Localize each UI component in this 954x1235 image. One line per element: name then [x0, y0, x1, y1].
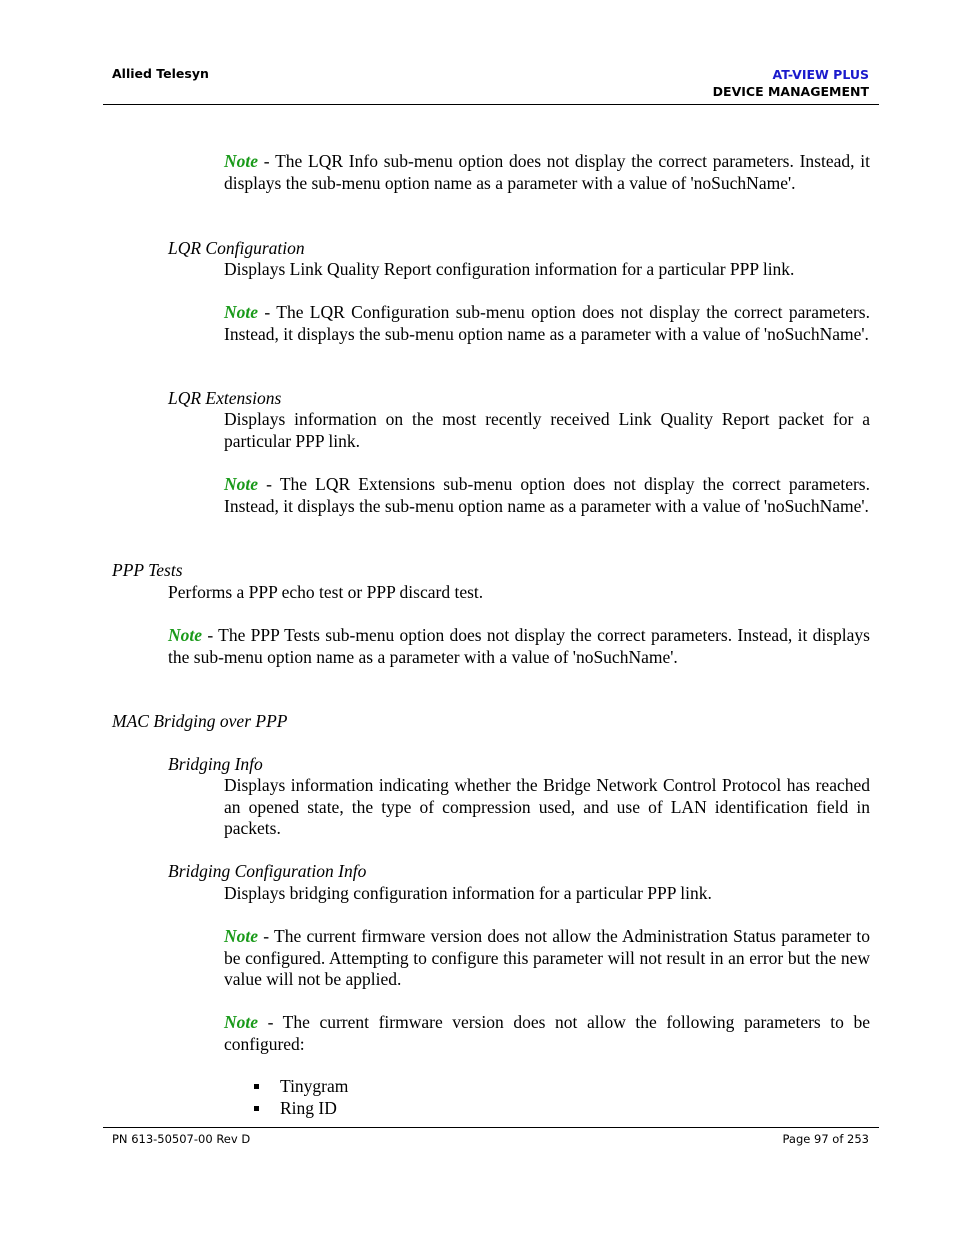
- header-product: AT-VIEW PLUS: [772, 67, 869, 82]
- lqr-config-desc: Displays Link Quality Report configuration information for a particular PPP link.: [224, 259, 795, 279]
- note-admin-status: Note - The current firmware version does not allow the Administration Status parameter to be configured. Attempting to configure this parameter will not result in an error but the new value will not be applied.: [224, 926, 870, 989]
- header-section: DEVICE MANAGEMENT: [712, 84, 869, 99]
- bridging-info-desc: Displays information indicating whether the Bridge Network Control Protocol has reached an opened state, the type of compression used, and use of LAN identification field in packets.: [224, 775, 870, 838]
- ppp-tests-heading: PPP Tests: [112, 560, 183, 580]
- note-lqr-ext: Note - The LQR Extensions sub-menu option does not display the correct parameters. Instead, it displays the sub-menu option name as a parameter with a value of 'noSuchName'.: [224, 474, 870, 516]
- header-right: [713, 66, 869, 100]
- bridging-info-heading: Bridging Info: [168, 754, 263, 774]
- lqr-config-heading: LQR Configuration: [168, 238, 305, 258]
- note-lqr-info: Note - The LQR Info sub-menu option does not display the correct parameters. Instead, it displays the sub-menu option name as a parameter with a value of 'noSuchName'.: [224, 151, 870, 193]
- parameter-list: [252, 1076, 348, 1120]
- note-ppp-tests: Note - The PPP Tests sub-menu option does not display the correct parameters. Instead, it displays the sub-menu option name as a parameter with a value of 'noSuchName'.: [168, 625, 870, 667]
- note-lqr-config: Note - The LQR Configuration sub-menu option does not display the correct parameters. Instead, it displays the sub-menu option name as a parameter with a value of 'noSuchName'.: [224, 302, 870, 344]
- note-label: Note: [224, 474, 259, 494]
- note-label: Note: [168, 625, 203, 645]
- note-label: Note: [224, 926, 259, 946]
- lqr-ext-desc: Displays information on the most recently received Link Quality Report packet for a particular PPP link.: [224, 409, 870, 451]
- header-rule: [103, 104, 879, 105]
- ppp-tests-desc: Performs a PPP echo test or PPP discard test.: [168, 582, 484, 602]
- note-label: Note: [224, 151, 259, 171]
- footer-rule: [103, 1127, 879, 1128]
- list-item: Tinygram: [252, 1076, 348, 1098]
- footer-page-number: Page 97 of 253: [782, 1132, 869, 1146]
- bullet-square-icon: [254, 1106, 259, 1111]
- note-label: Note: [224, 1012, 259, 1032]
- bullet-square-icon: [254, 1084, 259, 1089]
- bridging-config-desc: Displays bridging configuration information for a particular PPP link.: [224, 883, 712, 903]
- lqr-ext-heading: LQR Extensions: [168, 388, 282, 408]
- note-params: Note - The current firmware version does not allow the following parameters to be configured:: [224, 1012, 870, 1054]
- header-company: Allied Telesyn: [112, 66, 209, 81]
- list-item: Ring ID: [252, 1098, 348, 1120]
- bridging-config-heading: Bridging Configuration Info: [168, 861, 367, 881]
- note-label: Note: [224, 302, 259, 322]
- footer-part-number: PN 613-50507-00 Rev D: [112, 1132, 251, 1146]
- mac-bridging-heading: MAC Bridging over PPP: [112, 711, 288, 731]
